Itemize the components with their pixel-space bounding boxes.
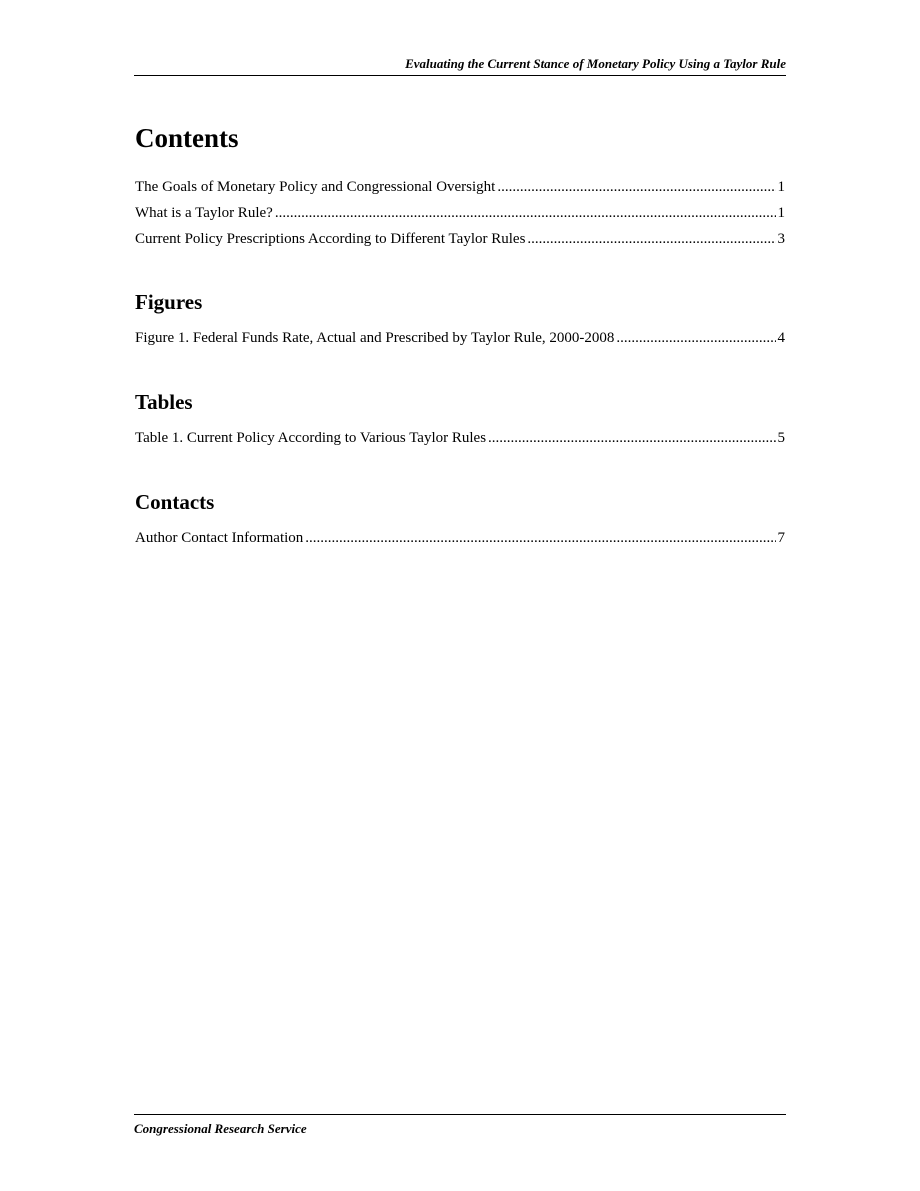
toc-entry-text[interactable]: Current Policy Prescriptions According to Different Taylor Rules [135, 231, 526, 247]
toc-entry-text[interactable]: Author Contact Information [135, 530, 304, 546]
dot-leader [497, 174, 775, 200]
contacts-list [135, 525, 785, 551]
dot-leader [275, 200, 776, 226]
dot-leader [616, 325, 775, 351]
dot-leader [305, 525, 775, 551]
contacts-heading: Contacts [135, 490, 215, 514]
dot-leader [488, 425, 775, 451]
toc-entry-page[interactable]: 4 [777, 330, 785, 346]
toc-entry[interactable] [135, 200, 785, 226]
toc-entry-page[interactable]: 3 [777, 231, 785, 247]
toc-entry-text[interactable]: What is a Taylor Rule? [135, 205, 273, 221]
dot-leader [527, 226, 775, 252]
toc-entry-page[interactable]: 1 [777, 205, 785, 221]
contents-heading: Contents [135, 123, 239, 153]
toc-entry[interactable] [135, 425, 785, 451]
toc-entry-page[interactable]: 7 [777, 530, 785, 546]
toc-entry[interactable] [135, 174, 785, 200]
running-footer: Congressional Research Service [134, 1114, 786, 1137]
tables-list [135, 425, 785, 451]
running-header: Evaluating the Current Stance of Monetary Policy Using a Taylor Rule [134, 56, 786, 76]
toc-entry-text[interactable]: Table 1. Current Policy According to Various Taylor Rules [135, 430, 487, 446]
toc-entry[interactable] [135, 325, 785, 351]
toc-entry-page[interactable]: 1 [777, 179, 785, 195]
toc-entry-text[interactable]: Figure 1. Federal Funds Rate, Actual and Prescribed by Taylor Rule, 2000-2008 [135, 330, 615, 346]
contents-list [135, 174, 785, 252]
toc-entry[interactable] [135, 525, 785, 551]
toc-entry-text[interactable]: The Goals of Monetary Policy and Congressional Oversight [135, 179, 496, 195]
figures-heading: Figures [135, 290, 203, 314]
figures-list [135, 325, 785, 351]
tables-heading: Tables [135, 390, 193, 414]
toc-entry-page[interactable]: 5 [777, 430, 785, 446]
toc-entry[interactable] [135, 226, 785, 252]
